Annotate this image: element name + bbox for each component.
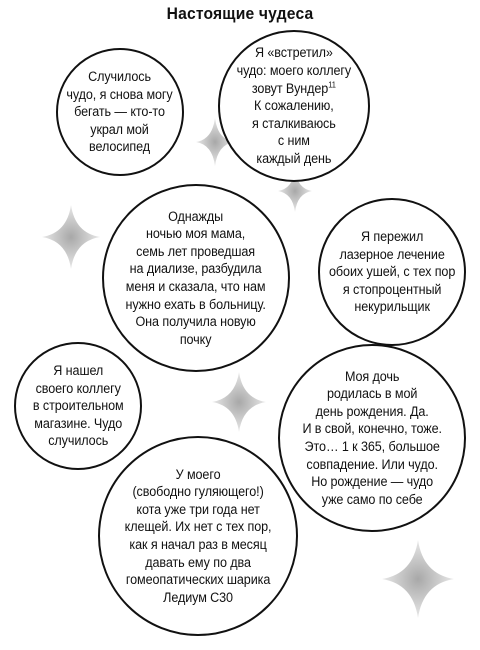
bubble-line: велосипед [89, 139, 151, 155]
bubble-line: К сожалению, [254, 98, 334, 114]
bubble-line: ночью моя мама, [146, 226, 246, 242]
bubble-line: давать ему по два [145, 554, 251, 570]
bubble-line: на диализе, разбудила [130, 261, 262, 277]
bubble-line: чудо, я снова могу [66, 86, 174, 102]
bubble-line: лазерное лечение [339, 246, 445, 262]
bubble-cat-text [125, 466, 272, 607]
bubble-bike-text [67, 68, 173, 156]
bubble-line: почку [180, 331, 212, 347]
bubble-line: Но рождение — чудо [311, 474, 433, 490]
bubble-line: Она получила новую [135, 314, 257, 330]
bubble-laser [318, 198, 466, 346]
bubble-bike [56, 48, 184, 176]
bubble-line: в строительном [32, 398, 124, 414]
bubble-line: с ним [278, 133, 310, 149]
bubble-line: родилась в мой [326, 386, 418, 402]
bubble-line: зовут Вундер$^{11}$ [252, 80, 336, 96]
bubble-line: И в свой, конечно, тоже. [302, 421, 442, 437]
bubble-line: я сталкиваюсь [252, 115, 336, 131]
sparkle-center-icon [212, 372, 266, 432]
bubble-line: уже само по себе [321, 491, 423, 507]
bubble-line: магазине. Чудо [34, 415, 122, 431]
bubble-line: меня и сказала, что нам [126, 279, 266, 294]
bubble-line: клещей. Их нет с тех пор, [124, 519, 272, 535]
bubble-line: день рождения. Да. [315, 403, 429, 419]
bubble-line: бегать — кто-то [74, 104, 166, 120]
bubble-line: я стопроцентный [342, 281, 442, 297]
bubble-line: Я пережил [360, 229, 424, 245]
page-title: Настоящие чудеса [166, 4, 314, 23]
sparkle-bottom-right-icon [382, 540, 454, 618]
bubble-line: каждый день [256, 150, 332, 166]
sparkle-left-icon [42, 205, 100, 269]
bubble-line: совпадение. Или чудо. [306, 456, 438, 472]
bubble-mother-text [126, 208, 266, 349]
bubble-colleague-text [33, 362, 124, 450]
bubble-laser-text [329, 228, 455, 316]
bubble-line: нужно ехать в больницу. [125, 296, 267, 312]
bubble-daughter [278, 344, 466, 532]
bubble-line: Это… 1 к 365, большое [304, 439, 440, 454]
bubble-line: Моя дочь [344, 368, 400, 384]
bubble-line: Ледиум С30 [163, 589, 233, 605]
bubble-line: чудо: моего коллегу [236, 63, 352, 79]
bubble-line: Я «встретил» [255, 45, 333, 61]
bubble-colleague [14, 342, 142, 470]
bubble-wunder [218, 30, 370, 182]
bubble-line: случилось [47, 433, 109, 449]
bubble-daughter-text [302, 368, 441, 509]
bubble-line: обоих ушей, с тех пор [328, 264, 456, 280]
footnote-marker: 11 [328, 80, 336, 90]
bubble-line: гомеопатических шарика [125, 572, 271, 588]
bubble-line: украл мой [90, 121, 150, 137]
bubble-cat [98, 436, 298, 636]
bubble-line: своего коллегу [35, 380, 121, 396]
bubble-line: семь лет проведшая [136, 243, 256, 259]
bubble-line: кота уже три года нет [136, 501, 260, 517]
bubble-line: как я начал раз в месяц [129, 537, 267, 552]
bubble-line: Я нашел [53, 363, 103, 379]
bubble-line: некурильщик [354, 299, 430, 315]
bubble-line: Случилось [88, 69, 152, 85]
bubble-mother [102, 184, 290, 372]
bubble-line: Однажды [168, 208, 224, 224]
bubble-line: (свободно гуляющего!) [132, 484, 264, 500]
bubble-wunder-text [237, 44, 351, 167]
bubble-line: У моего [175, 466, 221, 482]
